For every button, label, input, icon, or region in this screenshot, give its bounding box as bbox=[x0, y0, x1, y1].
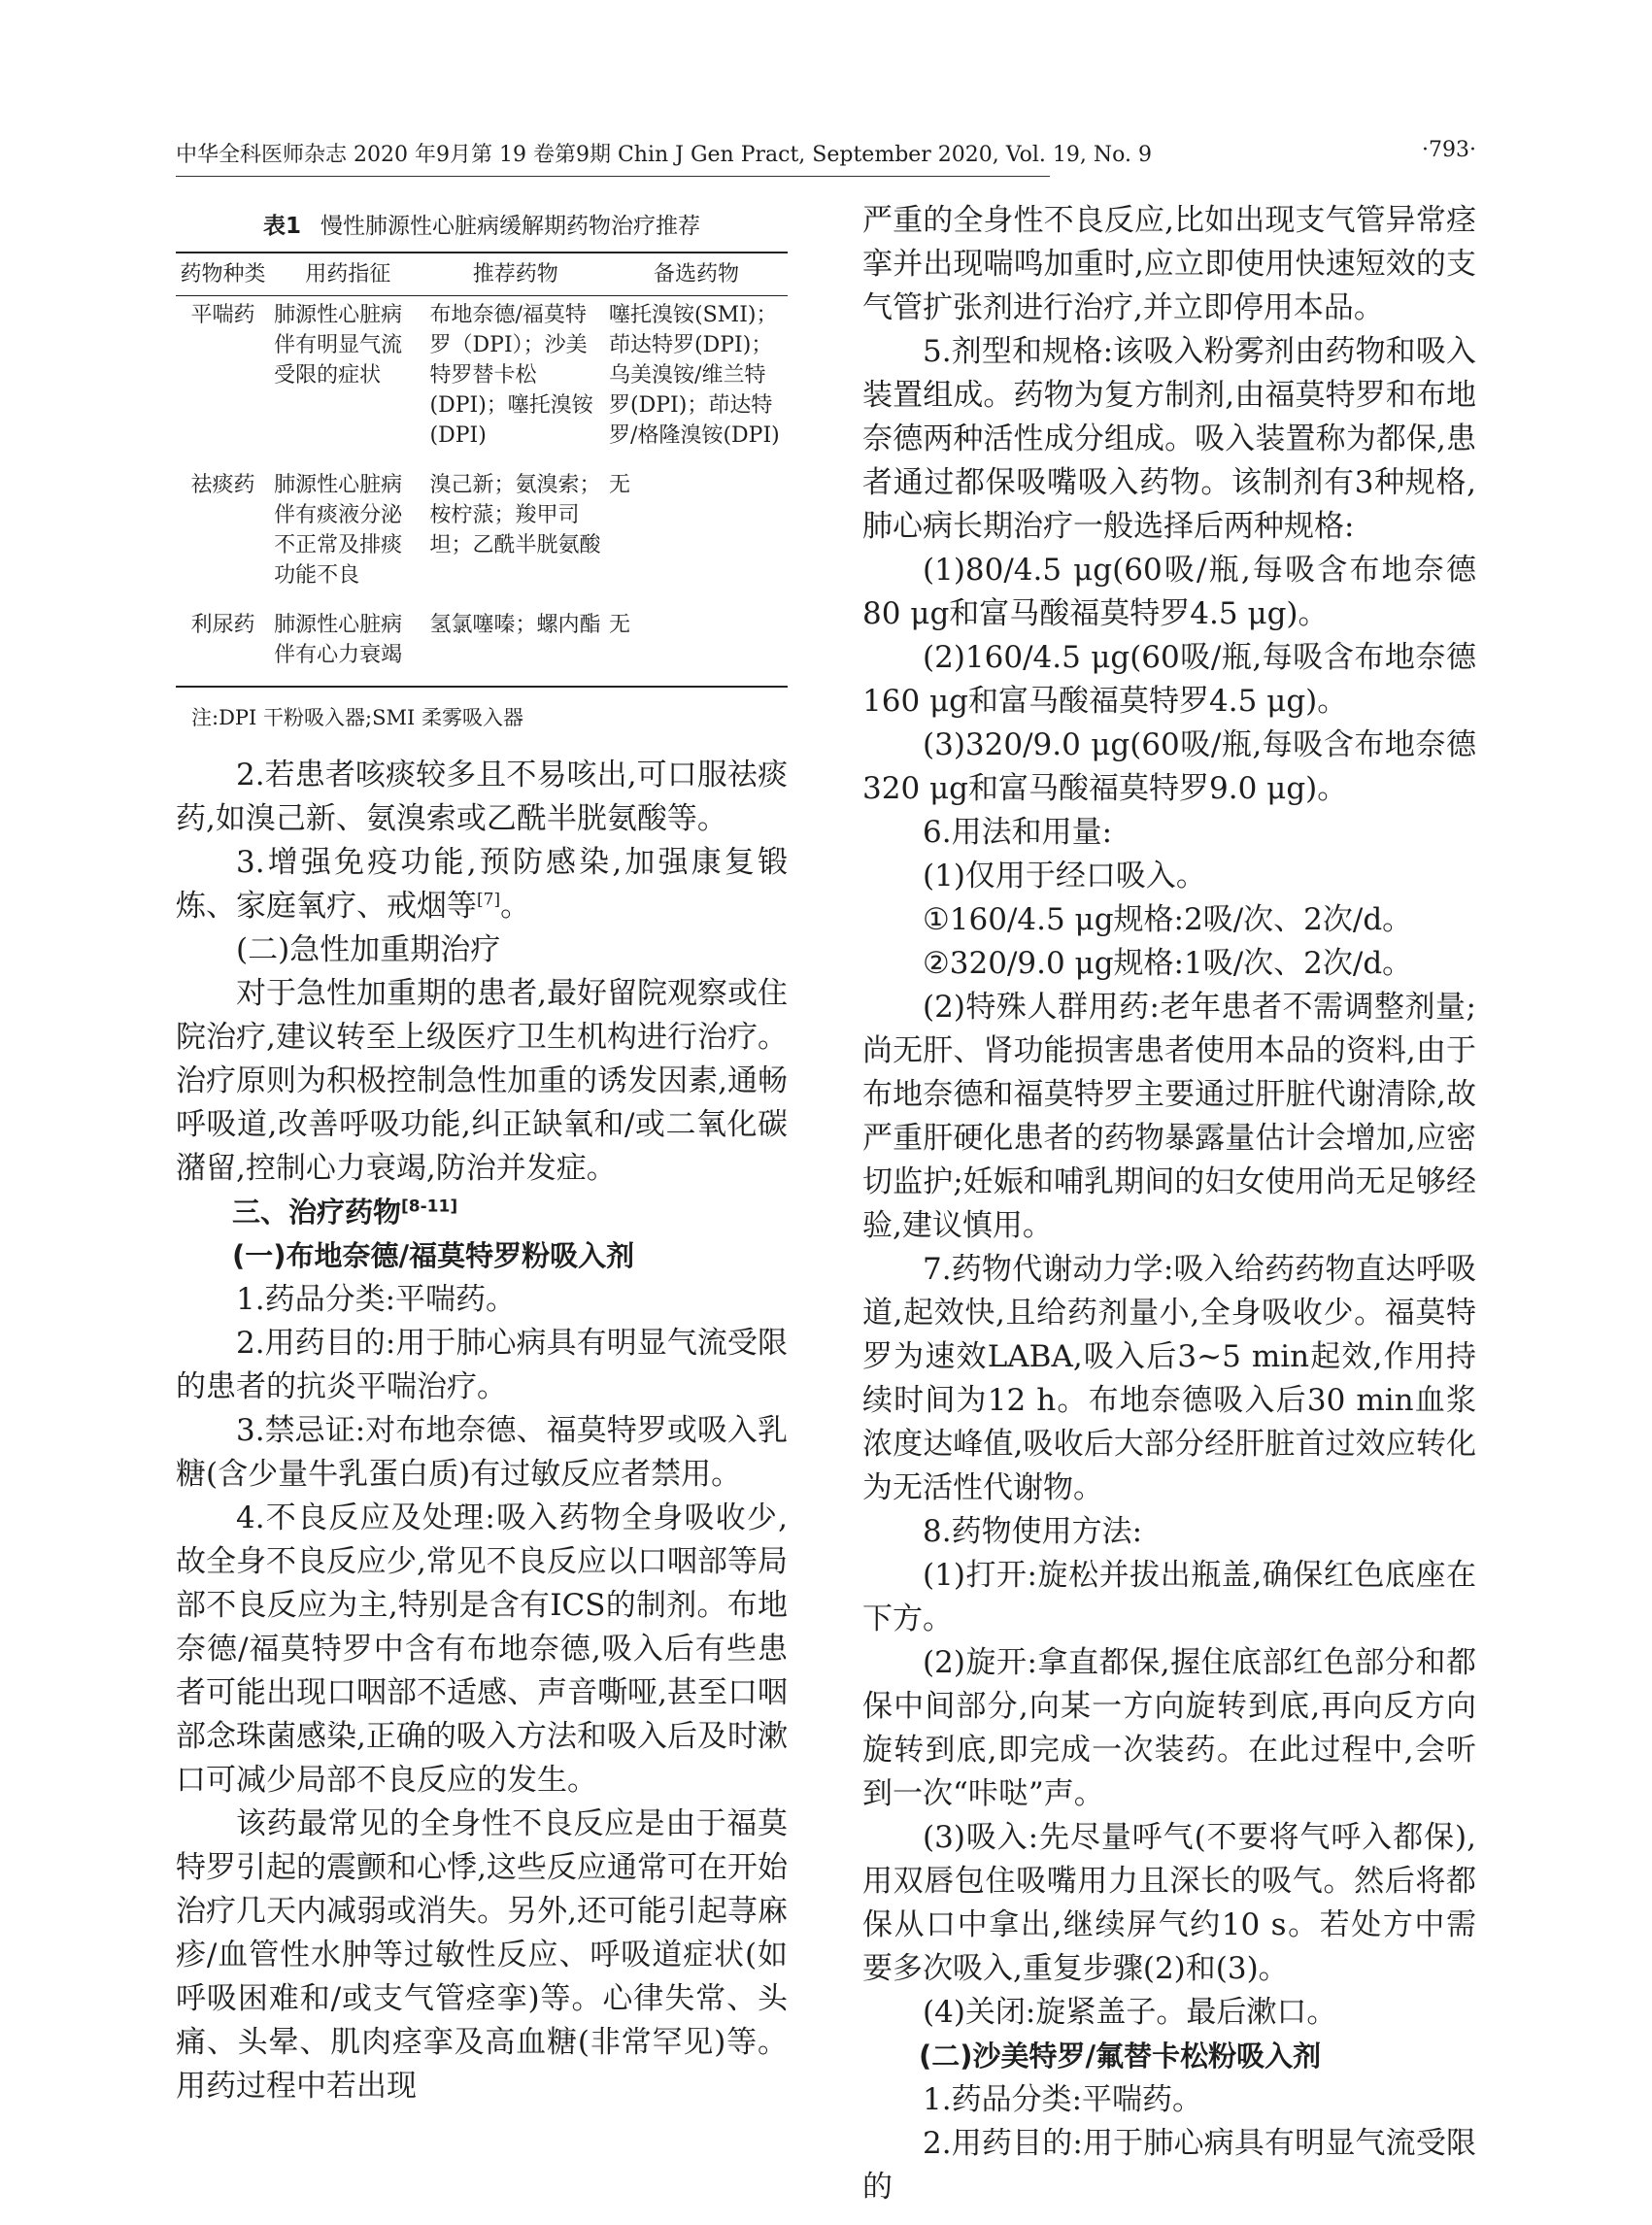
paragraph: (1)80/4.5 μg(60吸/瓶,每吸含布地奈德80 μg和富马酸福莫特罗4.5 μg)。 bbox=[862, 553, 1476, 631]
table-header-row bbox=[176, 253, 788, 296]
paragraph: (2)160/4.5 μg(60吸/瓶,每吸含布地奈德160 μg和富马酸福莫特罗4.5 μg)。 bbox=[862, 640, 1476, 719]
right-column bbox=[862, 199, 1476, 2209]
table-cell: 肺源性心脏病伴有明显气流受限的症状 bbox=[274, 303, 403, 388]
paragraph: (2)特殊人群用药:老年患者不需调整剂量;尚无肝、肾功能损害患者使用本品的资料,由于布地奈德和福莫特罗主要通过肝脏代谢清除,故严重肝硬化患者的药物暴露量估计会增加,应密切监护;妊娠和哺乳期间的妇女使用尚无足够经验,建议慎用。 bbox=[862, 990, 1476, 1243]
page-number: ·793· bbox=[1422, 138, 1476, 162]
table-header-cell: 备选药物 bbox=[605, 253, 788, 296]
paragraph: (3)320/9.0 μg(60吸/瓶,每吸含布地奈德320 μg和富马酸福莫特罗9.0 μg)。 bbox=[862, 727, 1476, 806]
paragraph: 2.用药目的:用于肺心病具有明显气流受限的 bbox=[862, 2126, 1476, 2205]
section-heading: 三、治疗药物[8-11] bbox=[232, 1196, 458, 1229]
table-note: 注:DPI 干粉吸入器;SMI 柔雾吸入器 bbox=[191, 706, 523, 729]
journal-citation: 中华全科医师杂志 2020 年9月第 19 卷第9期 Chin J Gen Pract, September 2020, Vol. 19, No. 9 bbox=[176, 138, 1050, 177]
paragraph: (1)打开:旋松并拔出瓶盖,确保红色底座在下方。 bbox=[862, 1558, 1476, 1636]
citation-ref: [7] bbox=[477, 890, 501, 910]
table-cell: 无 bbox=[605, 606, 788, 687]
left-column bbox=[176, 199, 788, 2108]
paragraph: 5.剂型和规格:该吸入粉雾剂由药物和吸入装置组成。药物为复方制剂,由福莫特罗和布地奈德两种活性成分组成。吸入装置称为都保,患者通过都保吸嘴吸入药物。该制剂有3种规格,肺心病长期治疗一般选择后两种规格: bbox=[862, 334, 1476, 544]
table-caption bbox=[176, 209, 788, 244]
table-cell: 肺源性心脏病伴有痰液分泌不正常及排痰功能不良 bbox=[274, 473, 403, 588]
table-cell: 氢氯噻嗪；螺内酯 bbox=[426, 606, 606, 687]
table-cell: 噻托溴铵(SMI)；茚达特罗(DPI)；乌美溴铵/维兰特罗(DPI)；茚达特罗/格隆溴铵(DPI) bbox=[609, 303, 780, 448]
drug-table bbox=[176, 252, 788, 688]
table-cell: 肺源性心脏病伴有心力衰竭 bbox=[270, 606, 425, 687]
citation-ref: [8-11] bbox=[401, 1197, 458, 1217]
table-cell: 溴己新；氨溴索；桉柠蒎；羧甲司坦；乙酰半胱氨酸 bbox=[429, 473, 601, 557]
paragraph: 对于急性加重期的患者,最好留院观察或住院治疗,建议转至上级医疗卫生机构进行治疗。治疗原则为积极控制急性加重的诱发因素,通畅呼吸道,改善呼吸功能,纠正缺氧和/或二氧化碳潴留,控制心力衰竭,防治并发症。 bbox=[176, 976, 788, 1186]
subsection-heading: (一)布地奈德/福莫特罗粉吸入剂 bbox=[232, 1239, 635, 1272]
paragraph: 该药最常见的全身性不良反应是由于福莫特罗引起的震颤和心悸,这些反应通常可在开始治疗几天内减弱或消失。另外,还可能引起荨麻疹/血管性水肿等过敏性反应、呼吸道症状(如呼吸困难和/或支气管痉挛)等。心律失常、头痛、头晕、肌肉痉挛及高血糖(非常罕见)等。用药过程中若出现 bbox=[176, 1806, 788, 2104]
table-cell: 平喘药 bbox=[190, 303, 255, 327]
table-title: 慢性肺源性心脏病缓解期药物治疗推荐 bbox=[320, 214, 700, 239]
paragraph: 1.药品分类:平喘药。 bbox=[923, 2082, 1203, 2117]
paragraph: ②320/9.0 μg规格:1吸/次、2次/d。 bbox=[923, 946, 1413, 981]
paragraph: 1.药品分类:平喘药。 bbox=[236, 1282, 517, 1317]
table-cell: 布地奈德/福莫特罗（DPI）；沙美特罗替卡松(DPI)；噻托溴铵(DPI) bbox=[429, 303, 593, 448]
paragraph: 8.药物使用方法: bbox=[923, 1514, 1143, 1549]
paragraph: 2.用药目的:用于肺心病具有明显气流受限的患者的抗炎平喘治疗。 bbox=[176, 1326, 788, 1404]
table-cell: 祛痰药 bbox=[190, 473, 255, 497]
table-cell: 利尿药 bbox=[176, 606, 270, 687]
paragraph: 4.不良反应及处理:吸入药物全身吸收少,故全身不良反应少,常见不良反应以口咽部等局部不良反应为主,特别是含有ICS的制剂。布地奈德/福莫特罗中含有布地奈德,吸入后有些患者可能出现口咽部不适感、声音嘶哑,甚至口咽部念珠菌感染,正确的吸入方法和吸入后及时漱口可减少局部不良反应的发生。 bbox=[176, 1500, 788, 1798]
paragraph: (4)关闭:旋紧盖子。最后漱口。 bbox=[923, 1995, 1337, 2030]
table-header-cell: 药物种类 bbox=[176, 253, 270, 296]
paragraph: 3.禁忌证:对布地奈德、福莫特罗或吸入乳糖(含少量牛乳蛋白质)有过敏反应者禁用。 bbox=[176, 1413, 788, 1492]
paragraph: 3.增强免疫功能,预防感染,加强康复锻炼、家庭氧疗、戒烟等[7]。 bbox=[176, 845, 788, 924]
paragraph: (1)仅用于经口吸入。 bbox=[923, 859, 1206, 893]
table-cell: 无 bbox=[609, 473, 631, 497]
paragraph: ①160/4.5 μg规格:2吸/次、2次/d。 bbox=[923, 902, 1413, 937]
paragraph: 7.药物代谢动力学:吸入给药药物直达呼吸道,起效快,且给药剂量小,全身吸收少。福莫特罗为速效LABA,吸入后3~5 min起效,作用持续时间为12 h。布地奈德吸入后30 min血浆浓度达峰值,吸收后大部分经肝脏首过效应转化为无活性代谢物。 bbox=[862, 1252, 1476, 1505]
table-label: 表1 bbox=[262, 214, 301, 239]
table-header-cell: 推荐药物 bbox=[426, 253, 606, 296]
table-row bbox=[176, 296, 788, 467]
paragraph: 严重的全身性不良反应,比如出现支气管异常痉挛并出现喘鸣加重时,应立即使用快速短效的支气管扩张剂进行治疗,并立即停用本品。 bbox=[862, 203, 1476, 325]
paragraph: (3)吸入:先尽量呼气(不要将气呼入都保),用双唇包住吸嘴用力且深长的吸气。然后将都保从口中拿出,继续屏气约10 s。若处方中需要多次吸入,重复步骤(2)和(3)。 bbox=[862, 1820, 1476, 1986]
paragraph: 2.若患者咳痰较多且不易咳出,可口服祛痰药,如溴己新、氨溴索或乙酰半胱氨酸等。 bbox=[176, 758, 788, 836]
table-row bbox=[176, 606, 788, 687]
running-header bbox=[176, 136, 1476, 175]
table-header-cell: 用药指征 bbox=[270, 253, 425, 296]
paragraph: 6.用法和用量: bbox=[923, 815, 1113, 850]
subsection-heading: (二)沙美特罗/氟替卡松粉吸入剂 bbox=[919, 2040, 1322, 2073]
table-row bbox=[176, 466, 788, 606]
paragraph: (2)旋开:拿直都保,握住底部红色部分和都保中间部分,向某一方向旋转到底,再向反方向旋转到底,即完成一次装药。在此过程中,会听到一次“咔哒”声。 bbox=[862, 1645, 1476, 1811]
subsection-heading: (二)急性加重期治疗 bbox=[236, 932, 501, 967]
